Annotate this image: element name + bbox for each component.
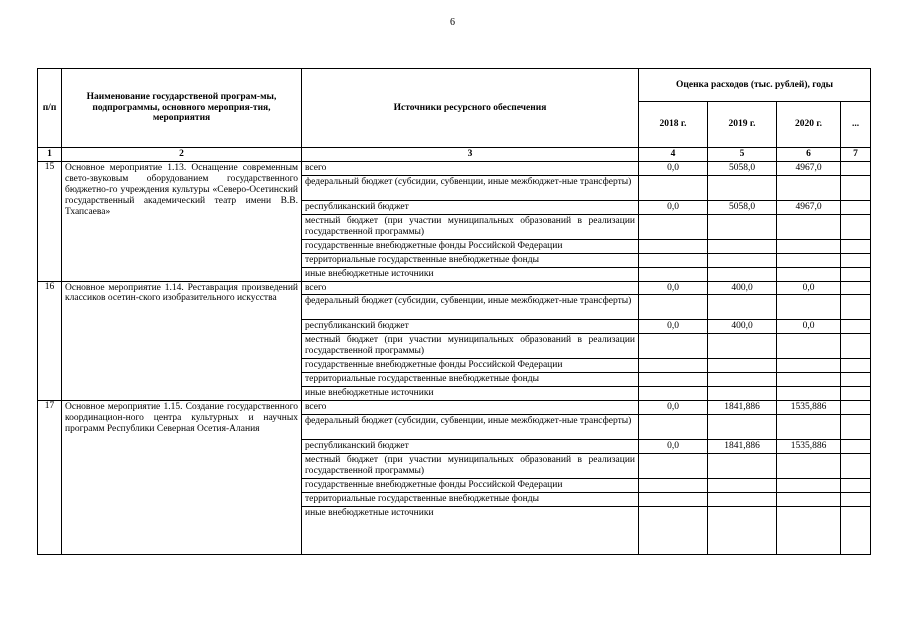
expense-value <box>639 387 708 401</box>
page-number: 6 <box>450 17 455 28</box>
funding-source: федеральный бюджет (субсидии, субвенции, иные межбюджет-ные трансферты) <box>302 175 639 200</box>
header-year: 2019 г. <box>708 102 777 148</box>
column-index-row <box>38 148 871 162</box>
expense-value <box>841 440 871 454</box>
expense-value: 0,0 <box>639 161 708 175</box>
expense-value <box>639 478 708 492</box>
expense-value <box>777 506 841 554</box>
row-number: 17 <box>38 401 62 555</box>
expense-value <box>708 334 777 359</box>
expense-value: 0,0 <box>639 440 708 454</box>
funding-source: республиканский бюджет <box>302 200 639 214</box>
header-sources: Источники ресурсного обеспечения <box>302 69 639 148</box>
expense-value <box>708 253 777 267</box>
expense-value <box>841 506 871 554</box>
expense-value <box>777 295 841 320</box>
expense-value: 0,0 <box>639 281 708 295</box>
expense-value <box>841 453 871 478</box>
expense-value: 4967,0 <box>777 200 841 214</box>
header-name: Наименование государственой програм-мы, подпрограммы, основного мероприя-тия, мероприятия <box>62 69 302 148</box>
expense-value <box>639 295 708 320</box>
activity-name: Основное мероприятие 1.14. Реставрация произведений классиков осетин-ского изобразительного искусства <box>62 281 302 401</box>
expense-value: 1535,886 <box>777 401 841 415</box>
expense-value <box>777 478 841 492</box>
funding-source: местный бюджет (при участии муниципальных образований в реализации государственной программы) <box>302 334 639 359</box>
expense-value <box>841 401 871 415</box>
expense-value: 400,0 <box>708 320 777 334</box>
expense-value <box>841 253 871 267</box>
expense-value <box>708 478 777 492</box>
expense-value <box>841 478 871 492</box>
expense-value <box>639 253 708 267</box>
expense-value <box>708 387 777 401</box>
expense-value <box>639 359 708 373</box>
expense-value <box>841 359 871 373</box>
expense-value <box>841 175 871 200</box>
expense-value <box>708 506 777 554</box>
expense-value: 0,0 <box>639 401 708 415</box>
funding-source: территориальные государственные внебюджетные фонды <box>302 373 639 387</box>
expense-value <box>777 453 841 478</box>
expense-value <box>777 239 841 253</box>
table-row <box>38 281 871 295</box>
expense-value <box>777 214 841 239</box>
header-year: 2020 г. <box>777 102 841 148</box>
expense-value <box>777 373 841 387</box>
column-index: 7 <box>841 148 871 162</box>
expense-value <box>841 295 871 320</box>
funding-source: государственные внебюджетные фонды Российской Федерации <box>302 359 639 373</box>
expense-value <box>777 359 841 373</box>
expense-value <box>639 214 708 239</box>
header-estimate: Оценка расходов (тыс. рублей), годы <box>639 69 871 102</box>
expense-value <box>841 334 871 359</box>
row-number: 15 <box>38 161 62 281</box>
funding-source: государственные внебюджетные фонды Российской Федерации <box>302 239 639 253</box>
expense-value <box>639 175 708 200</box>
expense-value <box>777 415 841 440</box>
expense-value <box>841 267 871 281</box>
expense-value <box>841 214 871 239</box>
expense-value <box>841 320 871 334</box>
expense-value <box>777 253 841 267</box>
expense-value: 5058,0 <box>708 200 777 214</box>
activity-name: Основное мероприятие 1.15. Создание государственного координацион-ного центра культурных и научных программ Республики Северная Осетия-Алания <box>62 401 302 555</box>
row-number: 16 <box>38 281 62 401</box>
expense-value: 0,0 <box>777 281 841 295</box>
expense-value <box>777 334 841 359</box>
expense-value <box>708 175 777 200</box>
funding-source: государственные внебюджетные фонды Российской Федерации <box>302 478 639 492</box>
expense-value: 5058,0 <box>708 161 777 175</box>
column-index: 6 <box>777 148 841 162</box>
expense-value <box>639 492 708 506</box>
header-row <box>38 69 871 102</box>
expense-value: 1841,886 <box>708 401 777 415</box>
header-year: 2018 г. <box>639 102 708 148</box>
expense-value <box>841 373 871 387</box>
expense-value <box>777 267 841 281</box>
header-num: п/п <box>38 69 62 148</box>
table-body <box>38 161 871 554</box>
expense-value <box>841 492 871 506</box>
column-index: 2 <box>62 148 302 162</box>
expense-value: 0,0 <box>777 320 841 334</box>
funding-source: всего <box>302 281 639 295</box>
expense-value <box>639 267 708 281</box>
expense-value <box>777 175 841 200</box>
expense-value <box>841 387 871 401</box>
expense-value <box>777 387 841 401</box>
expense-value <box>708 492 777 506</box>
funding-source: местный бюджет (при участии муниципальных образований в реализации государственной программы) <box>302 453 639 478</box>
expense-value <box>708 295 777 320</box>
funding-source: всего <box>302 401 639 415</box>
header-year: ... <box>841 102 871 148</box>
expense-value: 400,0 <box>708 281 777 295</box>
expense-value: 1841,886 <box>708 440 777 454</box>
expense-value <box>708 267 777 281</box>
table-row <box>38 401 871 415</box>
expense-value <box>841 200 871 214</box>
funding-source: федеральный бюджет (субсидии, субвенции, иные межбюджет-ные трансферты) <box>302 295 639 320</box>
funding-source: иные внебюджетные источники <box>302 506 639 554</box>
expense-value <box>639 239 708 253</box>
table-row <box>38 161 871 175</box>
expense-value <box>639 373 708 387</box>
expense-value <box>708 239 777 253</box>
funding-source: местный бюджет (при участии муниципальных образований в реализации государственной программы) <box>302 214 639 239</box>
expense-value <box>639 506 708 554</box>
expense-value <box>841 161 871 175</box>
expense-value <box>841 239 871 253</box>
expense-value <box>639 415 708 440</box>
funding-source: территориальные государственные внебюджетные фонды <box>302 253 639 267</box>
expense-value <box>841 281 871 295</box>
funding-source: территориальные государственные внебюджетные фонды <box>302 492 639 506</box>
expense-value: 0,0 <box>639 200 708 214</box>
expense-value: 0,0 <box>639 320 708 334</box>
column-index: 4 <box>639 148 708 162</box>
resource-table <box>37 68 871 555</box>
activity-name: Основное мероприятие 1.13. Оснащение современным свето-звуковым оборудованием государственного бюджетно-го учреждения культуры «Северо-Осетинский государственный академический театр имени В.В. Тхапсаева» <box>62 161 302 281</box>
expense-value <box>639 334 708 359</box>
expense-value <box>639 453 708 478</box>
funding-source: всего <box>302 161 639 175</box>
expense-value: 1535,886 <box>777 440 841 454</box>
expense-value <box>777 492 841 506</box>
expense-value <box>708 214 777 239</box>
expense-value <box>708 453 777 478</box>
expense-value <box>841 415 871 440</box>
funding-source: иные внебюджетные источники <box>302 267 639 281</box>
funding-source: федеральный бюджет (субсидии, субвенции, иные межбюджет-ные трансферты) <box>302 415 639 440</box>
column-index: 1 <box>38 148 62 162</box>
expense-value <box>708 373 777 387</box>
funding-source: республиканский бюджет <box>302 440 639 454</box>
column-index: 3 <box>302 148 639 162</box>
expense-value: 4967,0 <box>777 161 841 175</box>
funding-source: республиканский бюджет <box>302 320 639 334</box>
funding-source: иные внебюджетные источники <box>302 387 639 401</box>
column-index: 5 <box>708 148 777 162</box>
expense-value <box>708 359 777 373</box>
expense-value <box>708 415 777 440</box>
